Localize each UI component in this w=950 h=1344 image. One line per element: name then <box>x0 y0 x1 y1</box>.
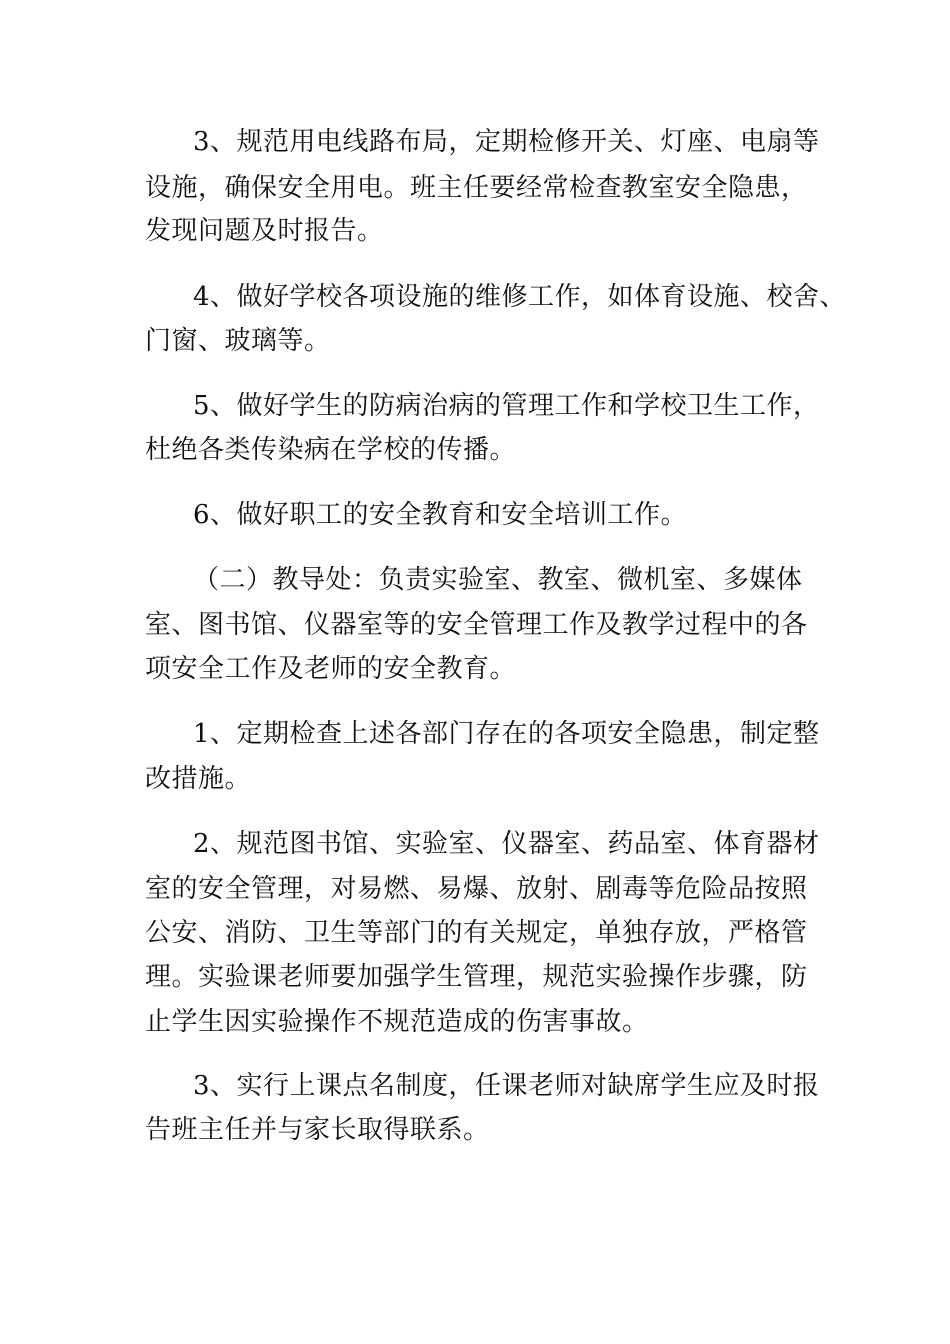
paragraph-1-line-3: 发现问题及时报告。 <box>145 216 384 246</box>
paragraph-2-line-2: 门窗、玻璃等。 <box>145 326 331 356</box>
paragraph-7-line-1: 2、规范图书馆、实验室、仪器室、药品室、体育器材 <box>193 829 820 859</box>
paragraph-8-line-2: 告班主任并与家长取得联系。 <box>145 1115 490 1145</box>
paragraph-3-line-2: 杜绝各类传染病在学校的传播。 <box>145 435 517 465</box>
paragraph-7-line-2: 室的安全管理，对易燃、易爆、放射、剧毒等危险品按照 <box>145 874 808 904</box>
paragraph-3-line-1: 5、做好学生的防病治病的管理工作和学校卫生工作， <box>193 391 820 421</box>
paragraph-5-line-2: 室、图书馆、仪器室等的安全管理工作及教学过程中的各 <box>145 610 808 640</box>
paragraph-6-line-1: 1、定期检查上述各部门存在的各项安全隐患，制定整 <box>193 719 820 749</box>
paragraph-7-line-3: 公安、消防、卫生等部门的有关规定，单独存放，严格管 <box>145 918 808 948</box>
paragraph-5-line-3: 项安全工作及老师的安全教育。 <box>145 654 517 684</box>
paragraph-4-line-1: 6、做好职工的安全教育和安全培训工作。 <box>193 500 688 530</box>
paragraph-7-line-5: 止学生因实验操作不规范造成的伤害事故。 <box>145 1007 649 1037</box>
paragraph-6-line-2: 改措施。 <box>145 764 252 794</box>
paragraph-5-line-1: （二）教导处：负责实验室、教室、微机室、多媒体 <box>193 565 803 595</box>
paragraph-7-line-4: 理。实验课老师要加强学生管理，规范实验操作步骤，防 <box>145 962 808 992</box>
paragraph-8-line-1: 3、实行上课点名制度，任课老师对缺席学生应及时报 <box>193 1071 820 1101</box>
paragraph-2-line-1: 4、做好学校各项设施的维修工作，如体育设施、校舍、 <box>193 282 847 312</box>
paragraph-1-line-1: 3、规范用电线路布局，定期检修开关、灯座、电扇等 <box>193 127 820 157</box>
paragraph-1-line-2: 设施，确保安全用电。班主任要经常检查教室安全隐患， <box>145 173 808 203</box>
